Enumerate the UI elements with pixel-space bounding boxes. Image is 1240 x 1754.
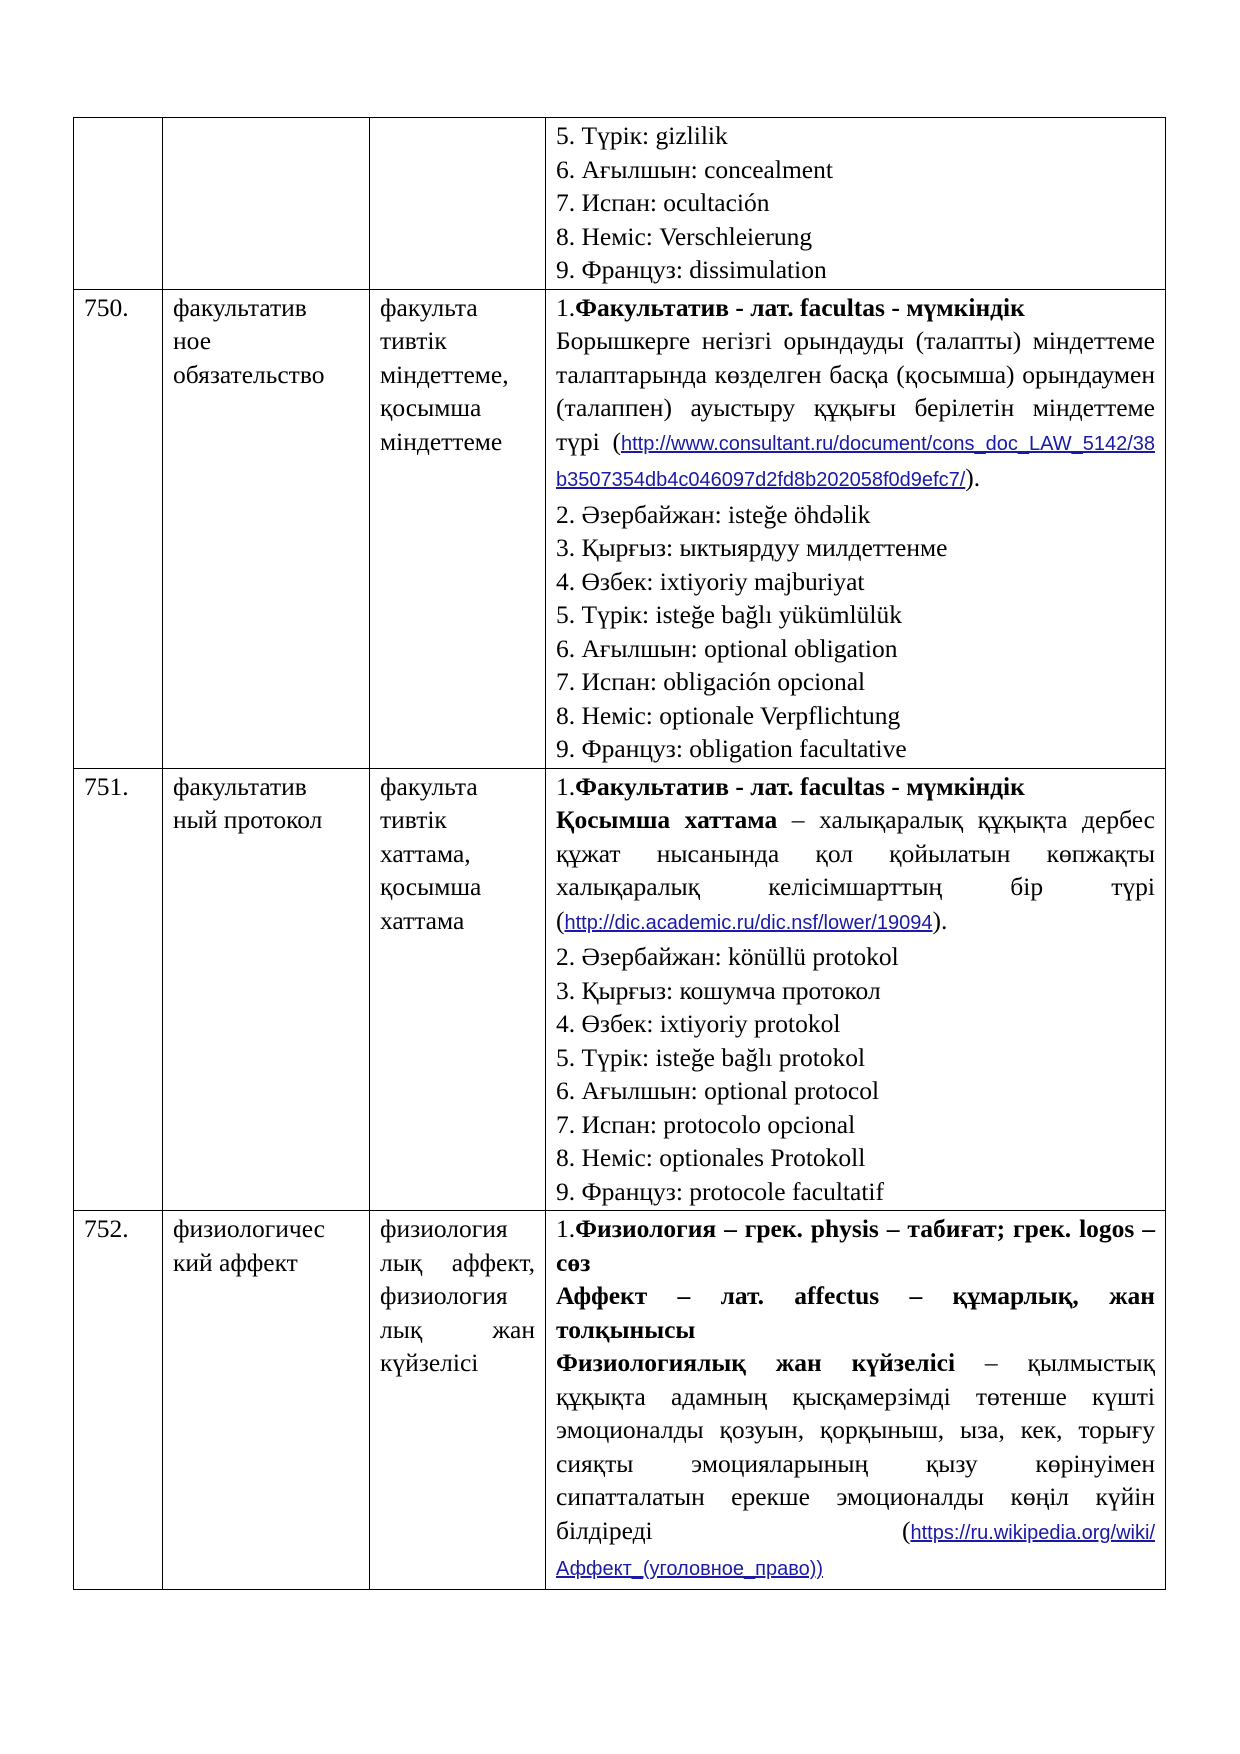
translation-line: 6. Ағылшын: optional obligation [556, 633, 898, 663]
translation-line: 3. Қырғыз: ыктыярдуу милдеттенме [556, 533, 948, 562]
etymology-text: Факультатив - лат. facultas - мүмкіндік [575, 771, 1025, 801]
definition-text [556, 324, 1155, 498]
table-row [74, 768, 1166, 1211]
etymology-text: Факультатив - лат. facultas - мүмкіндік [575, 292, 1025, 322]
definition-body: – халықаралық құқықта дербес құжат нысанында қол қойылатын көпжақты халықаралық келісімшарттың бір түрі [556, 805, 1155, 901]
term-line: обязательство [173, 359, 325, 389]
translation-line: 7. Испан: obligación opcional [556, 667, 866, 696]
term-kazakh [370, 118, 546, 290]
term-line: хаттама, [380, 838, 471, 868]
table-row [74, 289, 1166, 768]
entry-number [74, 118, 163, 290]
term-russian [163, 289, 370, 768]
translation-line: 2. Әзербайжан: könüllü protokol [556, 942, 899, 971]
etymology-line [556, 1212, 1155, 1279]
glossary-table [73, 117, 1166, 1590]
translation-line: 7. Испан: ocultación [556, 188, 770, 217]
definition-cell [546, 768, 1166, 1211]
translation-line: 2. Әзербайжан: isteğe öhdəlik [556, 499, 871, 529]
definition-term: Физиологиялық жан күйзелісі [556, 1348, 956, 1377]
term-line: міндеттеме [380, 426, 503, 456]
term-line: тивтік [380, 326, 447, 355]
entry-number: 751. [74, 768, 163, 1211]
term-line: факульта [380, 292, 478, 322]
translation-line: 3. Қырғыз: кошумча протокол [556, 975, 881, 1005]
term-line: физиологичес [173, 1214, 325, 1243]
paren: ( [556, 905, 565, 935]
term-line: тивтік [380, 805, 447, 834]
translation-line: 5. Түрік: isteğe bağlı protokol [556, 1042, 866, 1072]
term-russian [163, 118, 370, 290]
term-line: ный протокол [173, 805, 323, 834]
etymology-text: Физиология – грек. physis – табиғат; грек. logos – сөз [556, 1214, 1155, 1277]
entry-number: 750. [74, 289, 163, 768]
item-number: 1. [556, 292, 576, 322]
term-line: кий аффект [173, 1247, 298, 1277]
definition-cell [546, 118, 1166, 290]
translation-line: 8. Неміс: Verschleierung [556, 221, 813, 251]
term-kazakh [370, 768, 546, 1211]
table-row [74, 118, 1166, 290]
paren: ( [612, 426, 621, 456]
term-line: міндеттеме, [380, 359, 509, 389]
table-row [74, 1211, 1166, 1590]
term-line: факульта [380, 771, 478, 801]
translation-line: 5. Түрік: isteğe bağlı yükümlülük [556, 600, 902, 629]
translation-line: 8. Неміс: optionales Protokoll [556, 1143, 866, 1172]
etymology-line [556, 770, 1155, 804]
etymology-line: Аффект – лат. affectus – құмарлық, жан толқынысы [556, 1281, 1155, 1344]
paren: ). [965, 463, 981, 492]
translation-line: 4. Өзбек: ixtiyoriy protokol [556, 1009, 841, 1038]
definition-text [556, 1346, 1155, 1587]
item-number: 1. [556, 1214, 576, 1243]
definition-term: Қосымша хаттама [556, 805, 778, 834]
paren: ( [901, 1515, 911, 1545]
term-line: қосымша [380, 393, 482, 422]
term-kazakh: физиология лық аффект, физиология лық жан күйзелісі [370, 1211, 546, 1590]
translation-line: 4. Өзбек: ixtiyoriy majburiyat [556, 566, 865, 596]
translation-line: 9. Француз: protocole facultatif [556, 1176, 884, 1206]
etymology-line [556, 291, 1155, 325]
term-line: факультатив [173, 292, 307, 322]
source-link[interactable]: https://ru.wikipedia.org/wiki/Аффект_(уголовное_право)) [556, 1521, 1155, 1580]
translation-line: 7. Испан: protocolo opcional [556, 1109, 856, 1139]
term-kazakh [370, 289, 546, 768]
term-line: қосымша [380, 872, 482, 901]
item-number: 1. [556, 771, 576, 801]
translation-line: 6. Ағылшын: optional protocol [556, 1076, 880, 1105]
definition-body: Борышкерге негізгі орындауды (талапты) міндеттеме талаптарында көзделген басқа (қосымша) орындаумен (талаппен) ауыстыру құқығы берілетін міндеттеме түрі [556, 326, 1155, 456]
translation-line: 6. Ағылшын: concealment [556, 154, 833, 184]
definition-cell [546, 289, 1166, 768]
source-link[interactable]: http://dic.academic.ru/dic.nsf/lower/19094 [564, 911, 933, 934]
source-link[interactable]: http://www.consultant.ru/document/cons_doc_LAW_5142/38b3507354db4c046097d2fd8b202058f0d9efc7/ [556, 432, 1155, 491]
translation-line: 8. Неміс: optionale Verpflichtung [556, 700, 901, 730]
translation-line: 9. Француз: dissimulation [556, 255, 827, 284]
term-russian [163, 768, 370, 1211]
term-line: факультатив [173, 771, 307, 801]
translation-line: 9. Француз: obligation facultative [556, 734, 907, 763]
definition-body: – қылмыстық құқықта адамның қысқамерзімді төтенше күшті эмоционалды қозуын, қорқыныш, ыза, кек, торығу сияқты эмоцияларының қызу көрінуімен сипатталатын ерекше эмоционалды көңіл күйін білдіреді [556, 1348, 1155, 1545]
paren: ). [932, 905, 948, 935]
definition-cell [546, 1211, 1166, 1590]
entry-number: 752. [74, 1211, 163, 1590]
translation-line: 5. Түрік: gizlilik [556, 121, 728, 150]
term-line: ное [173, 326, 212, 355]
term-line: хаттама [380, 905, 465, 935]
definition-text [556, 803, 1155, 940]
term-russian [163, 1211, 370, 1590]
